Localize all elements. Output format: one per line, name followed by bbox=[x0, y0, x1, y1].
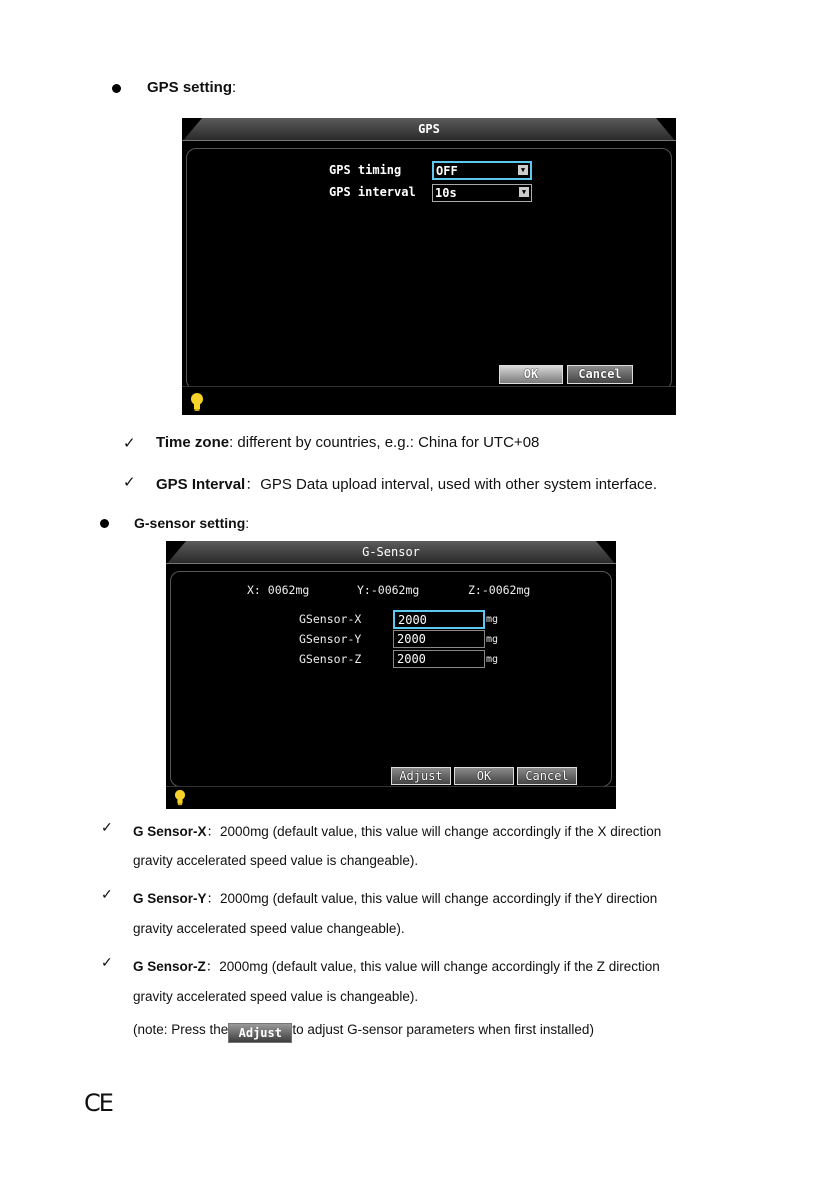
ok-button[interactable]: OK bbox=[499, 365, 563, 384]
gps-setting-heading: GPS setting: bbox=[147, 79, 237, 96]
gsensor-y-field[interactable]: 2000 bbox=[393, 630, 485, 648]
settings-panel bbox=[170, 571, 612, 787]
check-mark: ✓ bbox=[123, 435, 136, 452]
gsensor-z-note: G Sensor-Z：2000mg (default value, this value will change accordingly if the Z direction bbox=[133, 959, 660, 974]
gps-interval-label: GPS interval bbox=[329, 185, 416, 199]
gps-timing-label: GPS timing bbox=[329, 163, 402, 177]
gsensor-x-label: GSensor-X bbox=[299, 612, 362, 626]
check-mark: ✓ bbox=[101, 954, 113, 970]
adjust-button[interactable]: Adjust bbox=[391, 767, 451, 785]
time-zone-note: Time zone: different by countries, e.g.: China for UTC+08 bbox=[156, 434, 540, 451]
bullet bbox=[112, 84, 121, 93]
window-title: GPS bbox=[182, 118, 676, 141]
gsensor-y-label: GSensor-Y bbox=[299, 632, 362, 646]
adjust-footnote: (note: Press the Adjust to adjust G-sensor parameters when first installed) bbox=[133, 1022, 594, 1043]
gsensor-x-unit: mg bbox=[486, 614, 499, 625]
check-mark: ✓ bbox=[101, 819, 113, 835]
gsensor-y-note-continuation: gravity accelerated speed value changeable). bbox=[133, 921, 405, 936]
chevron-down-icon: ▼ bbox=[518, 165, 528, 175]
gsensor-x-field[interactable]: 2000 bbox=[393, 610, 485, 629]
check-mark: ✓ bbox=[123, 474, 136, 491]
adjust-button-inline: Adjust bbox=[228, 1023, 292, 1043]
gsensor-z-label: GSensor-Z bbox=[299, 652, 362, 666]
gps-interval-value: 10s bbox=[435, 186, 457, 200]
gps-settings-window bbox=[182, 118, 676, 415]
ok-button[interactable]: OK bbox=[454, 767, 514, 785]
ce-mark-logo: CE bbox=[84, 1089, 112, 1117]
gsensor-x-note-continuation: gravity accelerated speed value is changeable). bbox=[133, 853, 419, 868]
chevron-down-icon: ▼ bbox=[519, 187, 529, 197]
gps-timing-select[interactable] bbox=[432, 161, 532, 180]
gsensor-setting-heading: G-sensor setting: bbox=[134, 515, 250, 531]
gps-interval-note: GPS Interval：GPS Data upload interval, used with other system interface. bbox=[156, 476, 658, 493]
gps-timing-value: OFF bbox=[436, 164, 458, 178]
gsensor-z-field[interactable]: 2000 bbox=[393, 650, 485, 668]
gsensor-settings-window bbox=[166, 541, 616, 809]
lightbulb-icon bbox=[190, 392, 204, 412]
x-axis-readout: X: 0062mg bbox=[247, 583, 310, 597]
gsensor-y-note: G Sensor-Y：2000mg (default value, this value will change accordingly if theY direction bbox=[133, 891, 658, 906]
cancel-button[interactable]: Cancel bbox=[567, 365, 633, 384]
settings-panel bbox=[186, 148, 672, 390]
gsensor-x-note: G Sensor-X：2000mg (default value, this value will change accordingly if the X direction bbox=[133, 824, 662, 839]
gsensor-y-unit: mg bbox=[486, 634, 499, 645]
check-mark: ✓ bbox=[101, 886, 113, 902]
gps-interval-select[interactable] bbox=[432, 184, 532, 202]
cancel-button[interactable]: Cancel bbox=[517, 767, 577, 785]
window-title: G-Sensor bbox=[166, 541, 616, 564]
z-axis-readout: Z:-0062mg bbox=[468, 583, 531, 597]
lightbulb-icon bbox=[174, 789, 186, 806]
gsensor-z-unit: mg bbox=[486, 654, 499, 665]
gsensor-z-note-continuation: gravity accelerated speed value is changeable). bbox=[133, 989, 419, 1004]
status-bar bbox=[182, 386, 676, 415]
status-bar bbox=[166, 786, 616, 809]
y-axis-readout: Y:-0062mg bbox=[357, 583, 420, 597]
bullet bbox=[100, 519, 109, 528]
